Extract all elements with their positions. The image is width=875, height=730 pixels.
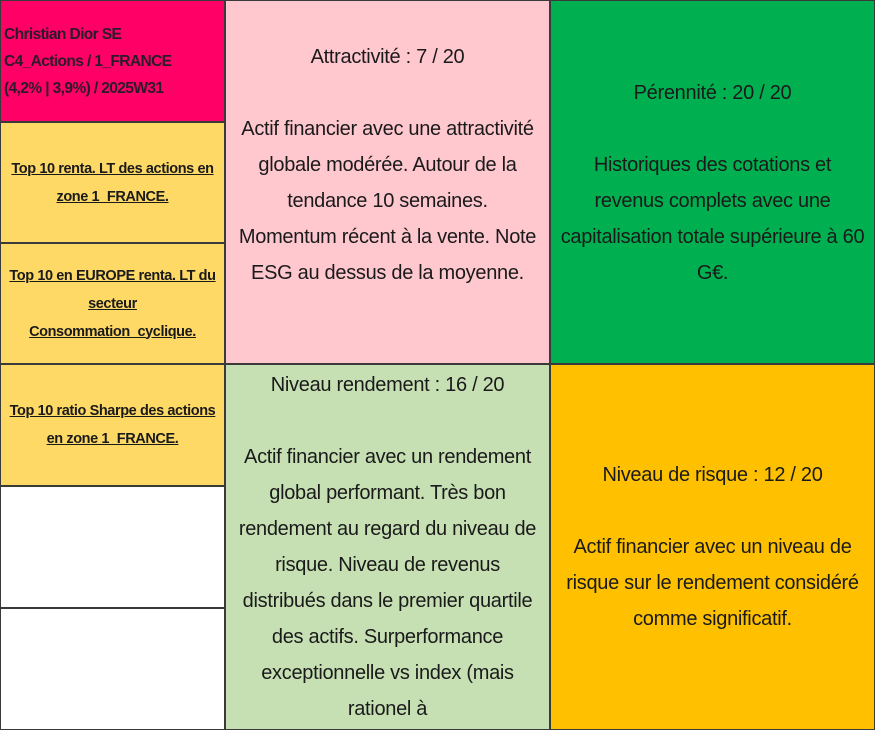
attractivite-text: Actif financier avec une attractivité globale modérée. Autour de la tendance 10 semaines. Momentum récent à la vente. Note ESG au dessus de la moyenne.: [238, 118, 537, 284]
ranking-cell-3[interactable]: [0, 364, 225, 486]
attractivite-cell: [225, 0, 550, 364]
perennite-cell: [550, 0, 875, 364]
ranking-link-1[interactable]: Top 10 renta. LT des actions en zone 1_FRANCE.: [11, 160, 214, 205]
rendement-text: Actif financier avec un rendement global performant. Très bon rendement au regard du niveau de risque. Niveau de revenus distribués dans le premier quartile des actifs. Surperformance exceptionnelle vs index (mais rationel à: [238, 446, 537, 720]
risque-heading: Niveau de risque : 12 / 20: [602, 464, 823, 486]
risque-text: Actif financier avec un niveau de risque sur le rendement considéré comme significatif.: [566, 536, 859, 630]
asset-title-cell: [0, 0, 225, 122]
empty-cell-2: [0, 608, 225, 730]
rendement-cell: [225, 364, 550, 730]
asset-stats: (4,2% | 3,9%) / 2025W31: [4, 80, 164, 97]
rendement-heading: Niveau rendement : 16 / 20: [270, 374, 505, 396]
perennite-heading: Pérennité : 20 / 20: [633, 82, 792, 104]
risque-cell: [550, 364, 875, 730]
asset-name: Christian Dior SE: [4, 26, 122, 43]
empty-cell-1: [0, 486, 225, 608]
attractivite-heading: Attractivité : 7 / 20: [310, 46, 465, 68]
ranking-cell-1[interactable]: [0, 122, 225, 243]
ranking-cell-2[interactable]: [0, 243, 225, 364]
ranking-link-3[interactable]: Top 10 ratio Sharpe des actions en zone 1_FRANCE.: [9, 403, 216, 447]
perennite-text: Historiques des cotations et revenus complets avec une capitalisation totale supérieure à 60 G€.: [560, 154, 865, 284]
ranking-link-2[interactable]: Top 10 en EUROPE renta. LT du secteur Consommation_cyclique.: [9, 267, 216, 340]
asset-category: C4_Actions / 1_FRANCE: [4, 53, 172, 70]
